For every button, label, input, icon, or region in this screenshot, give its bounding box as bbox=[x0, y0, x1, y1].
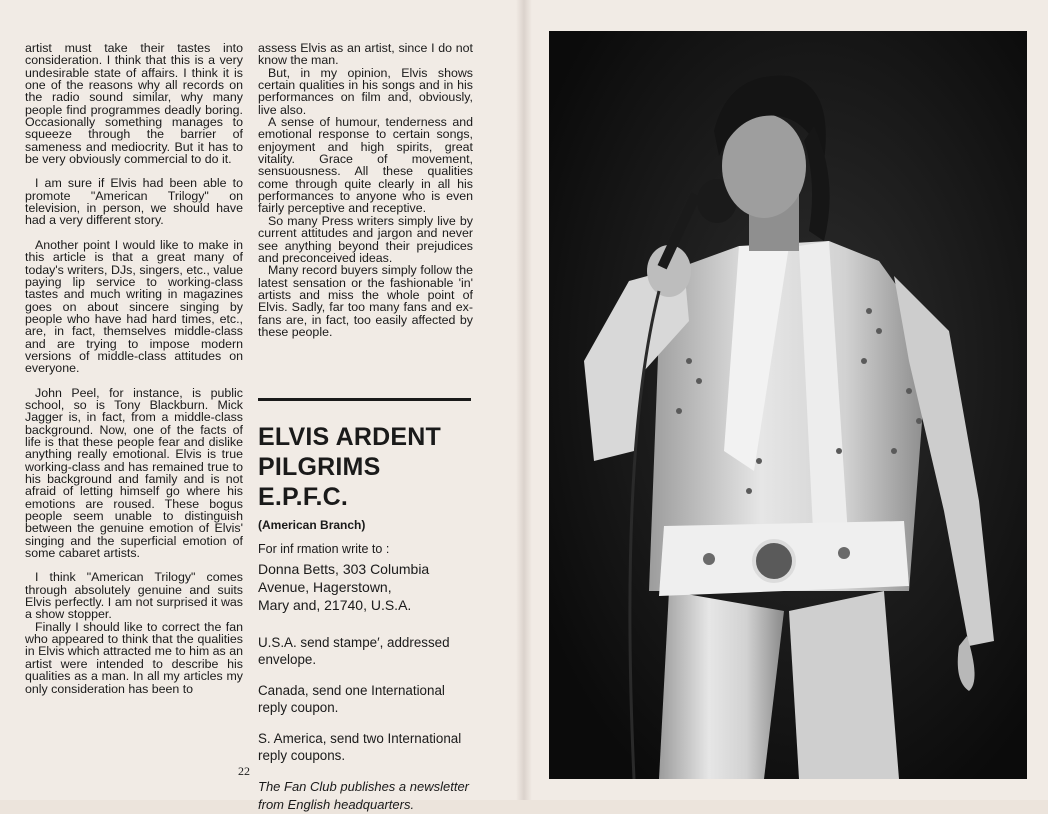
performer-photo bbox=[549, 31, 1027, 779]
performer-photo-illustration bbox=[549, 31, 1027, 779]
fan-club-subtitle: (American Branch) bbox=[258, 518, 366, 532]
address-line: Donna Betts, 303 Columbia bbox=[258, 561, 430, 577]
paragraph: Another point I would like to make in this article is that a great many of today's writers, DJs, singers, etc., value paying lip service to working-class tastes and much writing in magazines goes on about sincere singing by people who have had hard times, etc., are, in fact, themselves middle-class and are trying to impose modern versions of middle-class attitudes on everyone. bbox=[25, 237, 243, 376]
page-number: 22 bbox=[238, 764, 250, 778]
fan-club-title bbox=[258, 422, 473, 512]
fan-club-title-line-1: ELVIS ARDENT bbox=[258, 423, 441, 451]
address-line: Avenue, Hagerstown, bbox=[258, 579, 392, 595]
article-column-2 bbox=[258, 42, 473, 338]
paragraph: I think "American Trilogy" comes through absolutely genuine and suits Elvis perfectly. I am not surprised it was a show stopper. bbox=[25, 570, 243, 622]
article-column-1 bbox=[25, 42, 243, 707]
paragraph: Many record buyers simply follow the latest sensation or the fashionable 'in' artists and miss the whole point of Elvis. Sadly, far too many fans and ex-fans are, in fact, too easily affected by these people. bbox=[258, 263, 473, 339]
note-canada: Canada, send one International reply coupon. bbox=[258, 683, 445, 715]
fan-club-address bbox=[258, 560, 473, 614]
paragraph: Finally I should like to correct the fan who appeared to think that the qualities in Elvis which attracted me to him as an artist were intended to describe his qualities as a man. In all my articles my only consideration has been to bbox=[25, 619, 243, 696]
fan-club-info-label: For inf rmation write to : bbox=[258, 542, 390, 556]
paragraph: But, in my opinion, Elvis shows certain qualities in his songs and in his performances on film and, obviously, live also. bbox=[258, 65, 473, 117]
paragraph: So many Press writers simply live by current attitudes and jargon and never see anything beyond their prejudices and preconceived ideas. bbox=[258, 213, 473, 265]
paragraph: A sense of humour, tenderness and emotional response to certain songs, enjoyment and high spirits, great vitality. Grace of movement, sensuousness. All these qualities come through quite clearly in all his performances to anyone who is even fairly perceptive and receptive. bbox=[258, 115, 473, 216]
fan-club-notice bbox=[258, 422, 473, 814]
note-usa: U.S.A. send stampe′, addressed envelope. bbox=[258, 635, 450, 667]
section-divider bbox=[258, 398, 471, 401]
paragraph: I am sure if Elvis had been able to promote "American Trilogy" on television, in person, we should have had a very different story. bbox=[25, 176, 243, 228]
paragraph: assess Elvis as an artist, since I do not know the man. bbox=[258, 41, 473, 68]
fan-club-footer: The Fan Club publishes a newsletter from English headquarters. bbox=[258, 779, 470, 812]
page-gutter bbox=[516, 0, 532, 800]
paragraph: artist must take their tastes into consideration. I think that this is a very undesirable state of affairs. I think it is one of the reasons why all records on the radio sound similar, why many people find programmes deadly boring. Occasionally something manages to squeeze through the barrier of sameness and mediocrity. But it has to be very obviously commercial to do it. bbox=[25, 41, 243, 167]
address-line: Mary and, 21740, U.S.A. bbox=[258, 597, 412, 613]
paragraph: John Peel, for instance, is public school, so is Tony Blackburn. Mick Jagger is, in fact, from a middle-class background. Now, one of the facts of life is that these people fear and dislike anything really emotional. Elvis is true working-class and has remained true to his background and family and is not afraid of letting himself go where his emotions are roused. These bogus people seem unable to distinguish between the genuine emotion of Elvis' singing and the superficial emotion of some cabaret artists. bbox=[25, 385, 243, 561]
note-south-america: S. America, send two International reply coupons. bbox=[258, 731, 462, 763]
fan-club-title-line-2: PILGRIMS E.P.F.C. bbox=[258, 453, 381, 511]
